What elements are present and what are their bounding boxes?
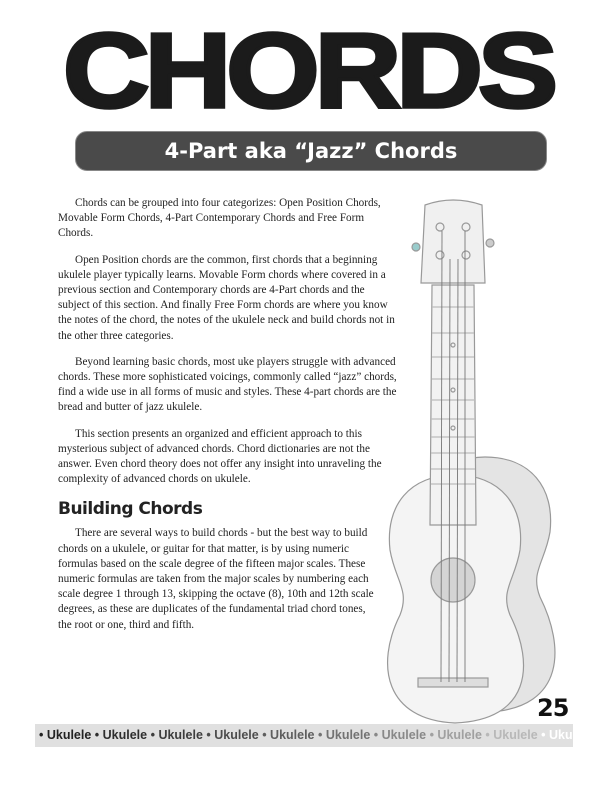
paragraph: This section presents an organized and efficient approach to this mysterious subject of advanced chords. Chord dictionaries are not the answer. Even chord theory does not offer any insight into unraveling the complexity of advanced chords on ukulele. xyxy=(58,427,382,486)
paragraph: There are several ways to build chords - but the best way to build chords on a ukulele, or guitar for that matter, is by using numeric formulas based on the scale degree of the fifteen major scales. These numeric formulas are taken from the major scales by numbering each scale degree 1 through 13, skipping the octave (8), 10th and 12th scale degrees, as these are duplicates of the fundamental triad chord tones, the root or one, third and fifth. xyxy=(58,527,374,631)
ukulele-illustration xyxy=(370,195,570,725)
footer-word: • Ukulele xyxy=(429,728,486,742)
subtitle-banner: 4-Part aka “Jazz” Chords xyxy=(75,131,547,171)
paragraph: Chords can be grouped into four categorizes: Open Position Chords, Movable Form Chords, 4-Part Contemporary Chords and Free Form Chords. xyxy=(58,197,381,240)
building-text xyxy=(58,526,380,632)
footer-word: • Ukulele xyxy=(150,728,207,742)
footer-word: • Ukulele xyxy=(206,728,263,742)
footer-word: • Ukulele xyxy=(317,728,374,742)
footer-word: • Ukulele xyxy=(373,728,430,742)
intro-text xyxy=(58,196,398,487)
paragraph: Open Position chords are the common, first chords that a beginning ukulele player typically learns. Movable Form chords where covered in a previous section and Contemporary chords are 4-Part chords and the subject of this section. And finally Free Form chords are where you know the notes of the chord, the notes of the ukulele neck and build chords not in the other three categories. xyxy=(58,253,395,342)
footer-word: • Ukulele xyxy=(39,728,95,742)
section-heading: Building Chords xyxy=(58,499,203,520)
footer-word: • Ukulele xyxy=(541,728,594,742)
page-number: 25 xyxy=(537,694,569,722)
footer-word: • Ukulele xyxy=(262,728,318,742)
page-title: CHORDS xyxy=(62,11,554,130)
footer-word: • Ukulele xyxy=(94,728,151,742)
footer-word: • Ukulele xyxy=(485,728,542,742)
body-column xyxy=(58,196,398,644)
footer-bar xyxy=(35,724,594,747)
paragraph: Beyond learning basic chords, most uke players struggle with advanced chords. These more sophisticated voicings, commonly called “jazz” chords, find a wide use in all forms of music and styles. These 4-part chords are the bread and butter of jazz ukulele. xyxy=(58,355,397,414)
